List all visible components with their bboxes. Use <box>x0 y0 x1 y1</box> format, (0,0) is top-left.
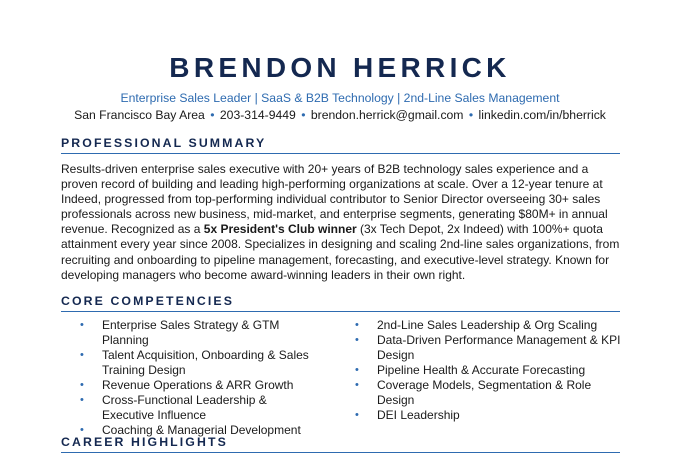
competency-item: • Pipeline Health & Accurate Forecasting <box>355 363 586 377</box>
summary-highlight: 5x President's Club winner <box>203 222 357 237</box>
competencies-right-column <box>336 318 626 423</box>
section-heading-competencies: CORE COMPETENCIES <box>61 293 620 312</box>
competency-item: • Data-Driven Performance Management & KPI Design <box>355 333 621 362</box>
bullet-icon: • <box>80 424 84 436</box>
competency-item: • 2nd-Line Sales Leadership & Org Scaling <box>355 318 598 332</box>
competency-item: • Coverage Models, Segmentation & Role Design <box>355 378 592 407</box>
competency-item: • Revenue Operations & ARR Growth <box>80 378 294 392</box>
contact-linkedin[interactable]: linkedin.com/in/bherrick <box>478 108 606 122</box>
bullet-icon: • <box>80 349 84 361</box>
bullet-icon: • <box>80 394 84 406</box>
section-heading-career: CAREER HIGHLIGHTS <box>61 434 620 453</box>
section-heading-summary: PROFESSIONAL SUMMARY <box>61 135 620 154</box>
professional-summary <box>61 162 623 283</box>
bullet-icon: • <box>80 379 84 391</box>
competency-item: • Cross-Functional Leadership & Executive Influence <box>80 393 267 422</box>
professional-tagline: Enterprise Sales Leader | SaaS & B2B Technology | 2nd-Line Sales Management <box>120 91 560 105</box>
bullet-icon: • <box>355 334 359 346</box>
competency-item: • Talent Acquisition, Onboarding & Sales Training Design <box>80 348 309 377</box>
competencies-left-column <box>61 318 313 438</box>
contact-line <box>0 107 680 123</box>
competency-item: • Enterprise Sales Strategy & GTM Planning <box>80 318 280 347</box>
contact-phone[interactable]: 203-314-9449 <box>219 108 296 122</box>
bullet-icon: • <box>355 364 359 376</box>
separator-dot: • <box>210 108 215 122</box>
competency-item: • Coaching & Managerial Development <box>80 423 301 437</box>
bullet-icon: • <box>355 379 359 391</box>
bullet-icon: • <box>355 319 359 331</box>
contact-location: San Francisco Bay Area <box>74 108 205 122</box>
bullet-icon: • <box>80 319 84 331</box>
summary-text-part2: (3x Tech Depot, 2x Indeed) with 100%+ quota attainment every year since 2008. Specializes in designing and scaling 2nd-line sales organizations, from recruiting and onboarding to pipeline management, forecasting, and executive-level strategy. Known for developing managers who become award-winning leaders in their own right. <box>61 222 620 282</box>
contact-email[interactable]: brendon.herrick@gmail.com <box>310 108 464 122</box>
separator-dot: • <box>468 108 474 122</box>
competency-item: • DEI Leadership <box>355 408 460 422</box>
candidate-name: BRENDON HERRICK <box>169 52 511 83</box>
summary-text-part1: Results-driven enterprise sales executive with 20+ years of B2B technology sales experience and a proven record of building and leading high-performing organizations at scale. Over a 12-year tenure at Indeed, progressed from top-performing individual contributor to Senior Director overseeing 30+ sales professionals across new business, mid-market, and enterprise segments, generating $80M+ in annual revenue. Recognized as a <box>61 162 608 237</box>
separator-dot: • <box>301 108 306 122</box>
bullet-icon: • <box>355 409 359 421</box>
